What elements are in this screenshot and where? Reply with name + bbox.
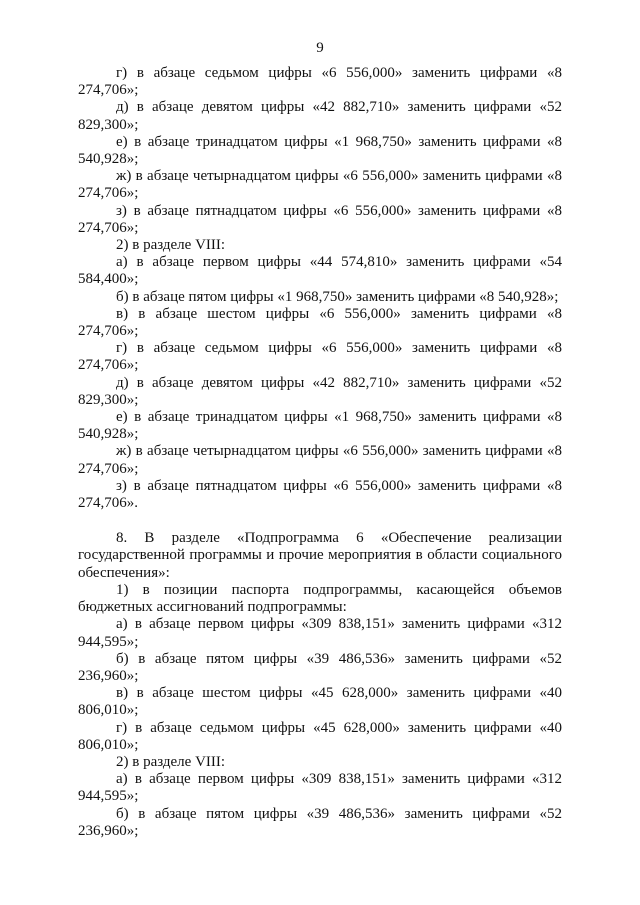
paragraph: в) в абзаце шестом цифры «45 628,000» заменить цифрами «40 806,010»; <box>78 685 562 719</box>
paragraph: ж) в абзаце четырнадцатом цифры «6 556,000» заменить цифрами «8 274,706»; <box>78 168 562 202</box>
paragraph: г) в абзаце седьмом цифры «45 628,000» заменить цифрами «40 806,010»; <box>78 719 562 753</box>
paragraph: а) в абзаце первом цифры «309 838,151» заменить цифрами «312 944,595»; <box>78 616 562 650</box>
paragraph: з) в абзаце пятнадцатом цифры «6 556,000» заменить цифрами «8 274,706»; <box>78 202 562 236</box>
paragraph: д) в абзаце девятом цифры «42 882,710» заменить цифрами «52 829,300»; <box>78 374 562 408</box>
paragraph: е) в абзаце тринадцатом цифры «1 968,750» заменить цифрами «8 540,928»; <box>78 409 562 443</box>
paragraph: г) в абзаце седьмом цифры «6 556,000» заменить цифрами «8 274,706»; <box>78 340 562 374</box>
paragraph: а) в абзаце первом цифры «309 838,151» заменить цифрами «312 944,595»; <box>78 771 562 805</box>
paragraph: 1) в позиции паспорта подпрограммы, касающейся объемов бюджетных ассигнований подпрограммы: <box>78 581 562 616</box>
paragraph: ж) в абзаце четырнадцатом цифры «6 556,000» заменить цифрами «8 274,706»; <box>78 443 562 477</box>
paragraph: б) в абзаце пятом цифры «39 486,536» заменить цифрами «52 236,960»; <box>78 650 562 684</box>
paragraph: в) в абзаце шестом цифры «6 556,000» заменить цифрами «8 274,706»; <box>78 305 562 340</box>
paragraph: е) в абзаце тринадцатом цифры «1 968,750» заменить цифрами «8 540,928»; <box>78 133 562 168</box>
paragraph: а) в абзаце первом цифры «44 574,810» заменить цифрами «54 584,400»; <box>78 254 562 288</box>
document-body <box>78 65 562 840</box>
paragraph: 8. В разделе «Подпрограмма 6 «Обеспечение реализации государственной программы и прочие мероприятия в области социального обеспечения»: <box>78 530 562 581</box>
page-number: 9 <box>316 40 324 56</box>
section-heading: 2) в разделе VIII: <box>116 753 226 770</box>
paragraph-gap <box>78 512 562 530</box>
paragraph: б) в абзаце пятом цифры «1 968,750» заменить цифрами «8 540,928»; <box>116 288 559 305</box>
paragraph: г) в абзаце седьмом цифры «6 556,000» заменить цифрами «8 274,706»; <box>78 65 562 99</box>
paragraph: б) в абзаце пятом цифры «39 486,536» заменить цифрами «52 236,960»; <box>78 805 562 839</box>
paragraph: д) в абзаце девятом цифры «42 882,710» заменить цифрами «52 829,300»; <box>78 99 562 133</box>
section-heading: 2) в разделе VIII: <box>116 237 226 254</box>
paragraph: з) в абзаце пятнадцатом цифры «6 556,000» заменить цифрами «8 274,706». <box>78 477 562 512</box>
